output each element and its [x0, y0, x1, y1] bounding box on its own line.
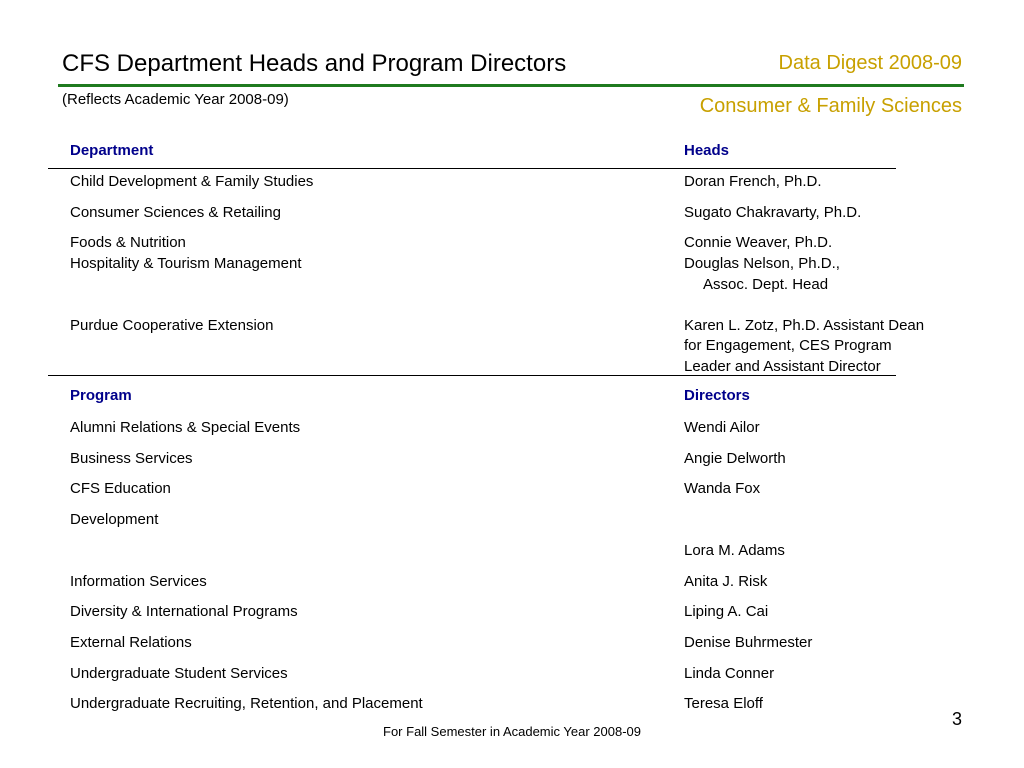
- title-divider: [58, 84, 964, 87]
- program-director: Teresa Eloff: [684, 695, 763, 712]
- department-name: Consumer Sciences & Retailing: [70, 204, 281, 221]
- program-name: Undergraduate Student Services: [70, 665, 288, 682]
- program-name: Alumni Relations & Special Events: [70, 419, 301, 436]
- department-head-line: Karen L. Zotz, Ph.D. Assistant Dean: [684, 317, 925, 334]
- footer-note: For Fall Semester in Academic Year 2008-09: [383, 724, 641, 739]
- department-name: Foods & Nutrition: [70, 234, 186, 251]
- department-head-line: for Engagement, CES Program: [684, 337, 892, 354]
- department-head-line: Leader and Assistant Director: [684, 358, 881, 375]
- department-head: Connie Weaver, Ph.D.: [684, 234, 833, 251]
- section-divider: [48, 375, 896, 376]
- program-director: Wendi Ailor: [684, 419, 760, 436]
- program-name: Development: [70, 511, 159, 528]
- page-title: CFS Department Heads and Program Directors: [62, 50, 567, 77]
- program-name: CFS Education: [70, 480, 171, 497]
- program-director: Wanda Fox: [684, 480, 761, 497]
- program-director: Anita J. Risk: [684, 573, 768, 590]
- slide-number: 3: [951, 709, 962, 729]
- program-column-header: Program: [70, 387, 132, 404]
- department-header-divider: [48, 168, 896, 169]
- college-label: Consumer & Family Sciences: [699, 95, 962, 117]
- department-name: Child Development & Family Studies: [70, 173, 314, 190]
- department-name: Purdue Cooperative Extension: [70, 317, 274, 334]
- subtitle: (Reflects Academic Year 2008-09): [62, 91, 289, 108]
- program-director: Lora M. Adams: [684, 542, 785, 559]
- program-director: Angie Delworth: [684, 450, 786, 467]
- department-column-header: Department: [70, 142, 154, 159]
- program-director: Liping A. Cai: [684, 603, 769, 620]
- heads-column-header: Heads: [684, 142, 730, 159]
- program-name: External Relations: [70, 634, 192, 651]
- program-director: Denise Buhrmester: [684, 634, 813, 651]
- program-name: Diversity & International Programs: [70, 603, 298, 620]
- department-head: Sugato Chakravarty, Ph.D.: [684, 204, 862, 221]
- program-name: Undergraduate Recruiting, Retention, and Placement: [70, 695, 423, 712]
- program-name: Information Services: [70, 573, 207, 590]
- department-head: Douglas Nelson, Ph.D.,: [684, 255, 840, 272]
- department-head: Doran French, Ph.D.: [684, 173, 822, 190]
- department-name: Hospitality & Tourism Management: [70, 255, 302, 272]
- digest-label: Data Digest 2008-09: [778, 52, 962, 74]
- program-name: Business Services: [70, 450, 193, 467]
- directors-column-header: Directors: [684, 387, 750, 404]
- program-director: Linda Conner: [684, 665, 775, 682]
- department-head-note: Assoc. Dept. Head: [703, 276, 829, 293]
